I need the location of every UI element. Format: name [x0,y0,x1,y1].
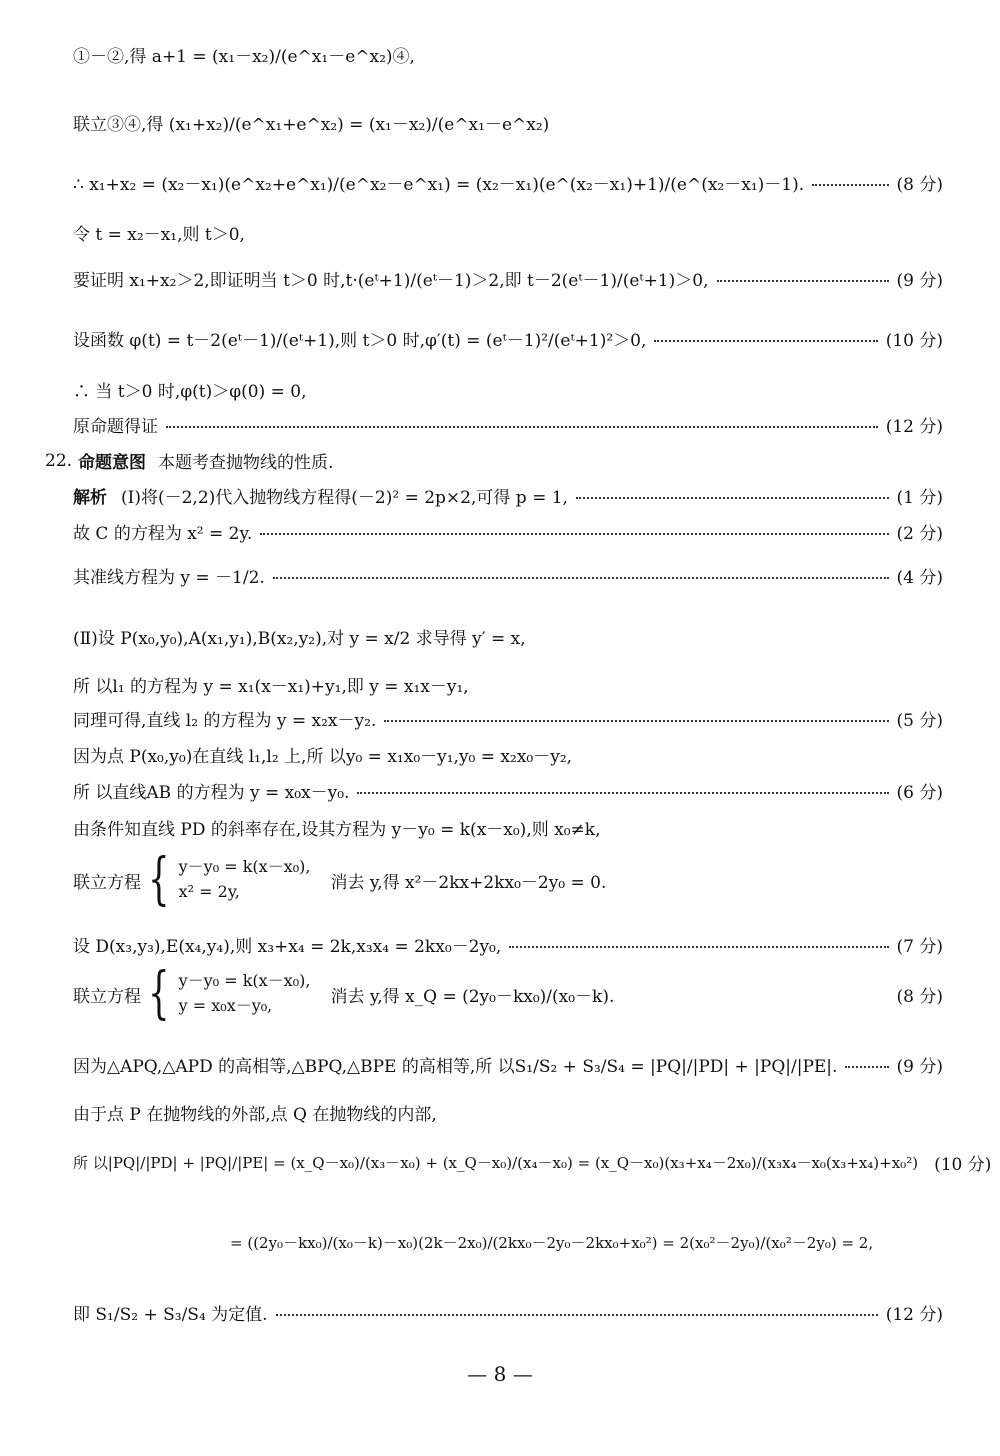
solution-text: 令 t = x₂－x₁,则 t＞0, [73,225,245,245]
solution-text: 设 D(x₃,y₃),E(x₄,y₄),则 x₃+x₄ = 2k,x₃x₄ = 2kx₀－2y₀, [73,937,502,957]
leader-dots [273,577,889,579]
solution-line [73,42,943,67]
leader-dots [845,1066,888,1068]
solution-text: 即 S₁/S₂ + S₃/S₄ 为定值. [73,1305,268,1325]
intent-text: 本题考查抛物线的性质. [158,453,334,473]
solution-line [73,519,943,544]
score-label: (4 分) [896,568,943,588]
solution-line [73,706,943,731]
solution-line [73,220,943,245]
solution-text: 消去 y,得 x_Q = (2y₀－kx₀)/(x₀－k). [330,986,615,1007]
solution-line [73,778,943,803]
solution-line [73,1150,992,1175]
leader-dots [509,946,888,948]
solution-line [73,483,943,508]
score-label: (6 分) [896,783,943,803]
solution-text: 同理可得,直线 l₂ 的方程为 y = x₂x－y₂. [73,711,377,731]
solution-text: 其准线方程为 y = －1/2. [73,568,265,588]
leader-dots [260,533,888,535]
solution-text: 因为点 P(x₀,y₀)在直线 l₁,l₂ 上,所 以y₀ = x₁x₀－y₁,y₀ = x₂x₀－y₂, [73,747,573,767]
solution-text: 所 以|PQ|/|PD| + |PQ|/|PE| = (x_Q－x₀)/(x₃－x₀) + (x_Q－x₀)/(x₄－x₀) = (x_Q－x₀)(x₃+x₄－2x₀)/(x₃x₄－x₀(x₃+x₄)+x₀²) [73,1154,919,1172]
system-row: x² = 2y, [178,882,240,901]
score-label: (1 分) [896,488,943,508]
equation-system [73,961,943,1026]
solution-text: 要证明 x₁+x₂＞2,即证明当 t＞0 时,t·(eᵗ+1)/(eᵗ－1)＞2,即 t－2(eᵗ－1)/(eᵗ+1)＞0, [73,271,709,291]
solution-line [73,624,943,649]
solution-line [73,815,943,840]
score-label: (10 分) [885,331,943,351]
question-number: 22. [45,450,73,471]
solution-text: 由条件知直线 PD 的斜率存在,设其方程为 y－y₀ = k(x－x₀),则 x₀≠k, [73,820,601,840]
leader-dots [357,792,888,794]
score-label: (9 分) [896,1057,943,1077]
solution-line [73,1052,943,1077]
solution-line [230,1232,943,1253]
solution-line [73,672,943,697]
leader-dots [654,340,877,342]
system-row: y = x₀x－y₀, [178,996,273,1015]
system-row: y－y₀ = k(x－x₀), [178,971,311,991]
solution-line [73,110,943,135]
solution-text: 所 以直线AB 的方程为 y = x₀x－y₀. [73,783,350,803]
intent-heading: 命题意图 [78,453,147,473]
solution-text: 故 C 的方程为 x² = 2y. [73,524,253,544]
score-label: (7 分) [896,937,943,957]
score-label: (9 分) [896,271,943,291]
leader-dots [717,280,889,282]
equation-system [73,847,943,912]
solution-line [73,563,943,588]
leader-dots [276,1314,878,1316]
solution-line [73,742,943,767]
system-brace: { y－y₀ = k(x－x₀), x² = 2y, [148,847,311,912]
solution-text: 原命题得证 [73,417,158,437]
solution-text: 所 以l₁ 的方程为 y = x₁(x－x₁)+y₁,即 y = x₁x－y₁, [73,677,469,697]
page-number: — 8 — [467,1362,533,1386]
leader-dots [812,184,888,186]
solution-text: (Ⅱ)设 P(x₀,y₀),A(x₁,y₁),B(x₂,y₂),对 y = x/2 求导得 y′ = x, [73,629,526,649]
solution-text: 消去 y,得 x²－2kx+2kx₀－2y₀ = 0. [330,872,607,893]
system-row: y－y₀ = k(x－x₀), [178,857,311,877]
question-header [45,448,943,473]
solution-text: ∴ 当 t＞0 时,φ(t)＞φ(0) = 0, [73,382,307,402]
solution-text: ∴ x₁+x₂ = (x₂－x₁)(e^x₂+e^x₁)/(e^x₂－e^x₁) = (x₂－x₁)(e^(x₂－x₁)+1)/(e^(x₂－x₁)－1). [73,175,805,195]
score-label: (12 分) [885,1305,943,1325]
analysis-heading: 解析 [73,488,107,508]
solution-text: = ((2y₀－kx₀)/(x₀－k)－x₀)(2k－2x₀)/(2kx₀－2y₀－2kx₀+x₀²) = 2(x₀²－2y₀)/(x₀²－2y₀) = 2, [230,1234,874,1252]
solution-text: 联立方程 [73,872,141,893]
solution-line [73,1100,943,1125]
solution-text: 联立③④,得 (x₁+x₂)/(e^x₁+e^x₂) = (x₁－x₂)/(e^x₁－e^x₂) [73,115,550,135]
score-label: (5 分) [896,711,943,731]
score-label: (8 分) [896,986,943,1007]
solution-line [73,412,943,437]
score-label: (8 分) [896,175,943,195]
solution-text: 由于点 P 在抛物线的外部,点 Q 在抛物线的内部, [73,1105,437,1125]
solution-line [73,170,943,195]
system-brace: { y－y₀ = k(x－x₀), y = x₀x－y₀, [148,961,311,1026]
score-label: (2 分) [896,524,943,544]
score-label: (10 分) [934,1155,992,1175]
solution-line [73,326,943,351]
solution-line [73,377,943,402]
solution-line [73,1300,943,1325]
leader-dots [384,720,888,722]
solution-text: 因为△APQ,△APD 的高相等,△BPQ,△BPE 的高相等,所 以S₁/S₂ + S₃/S₄ = |PQ|/|PD| + |PQ|/|PE|. [73,1057,838,1077]
leader-dots [576,497,889,499]
solution-line [73,266,943,291]
score-label: (12 分) [885,417,943,437]
solution-line [73,932,943,957]
solution-text: 联立方程 [73,986,141,1007]
solution-text: 设函数 φ(t) = t－2(eᵗ－1)/(eᵗ+1),则 t＞0 时,φ′(t) = (eᵗ－1)²/(eᵗ+1)²＞0, [73,331,647,351]
solution-text: ①－②,得 a+1 = (x₁－x₂)/(e^x₁－e^x₂)④, [73,47,415,67]
leader-dots [166,426,878,428]
solution-text: (Ⅰ)将(－2,2)代入抛物线方程得(－2)² = 2p×2,可得 p = 1, [121,488,568,508]
